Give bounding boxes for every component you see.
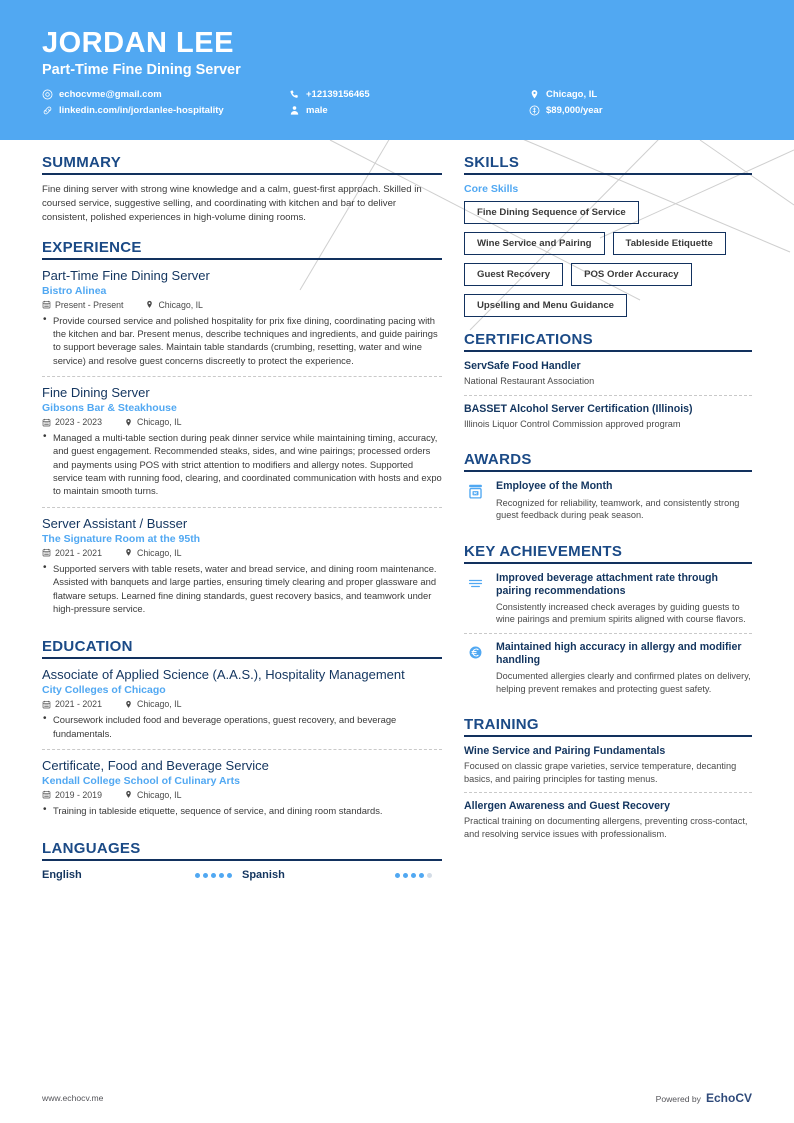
section-divider	[464, 562, 752, 564]
contact-gender-value: male	[306, 105, 328, 117]
entry-title: Fine Dining Server	[42, 385, 150, 401]
footer-powered-by	[656, 1091, 752, 1105]
award-entry	[464, 480, 752, 528]
powered-by-label: Powered by	[655, 1094, 701, 1104]
location-icon	[145, 300, 154, 309]
entry-location-value: Chicago, IL	[136, 789, 182, 800]
language-name: Spanish	[242, 869, 285, 882]
summary-text: Fine dining server with strong wine knowledge and a calm, guest-first approach. Skilled in coursed service, suggestive selling, and coordinating with kitchen and bar to deliver consistent, polished experiences in high-volume dining rooms.	[42, 184, 422, 223]
certification-title: BASSET Alcohol Server Certification (Illinois)	[464, 402, 693, 415]
contact-email-value: echocvme@gmail.com	[59, 89, 162, 101]
calendar-icon	[42, 418, 51, 427]
location-icon	[124, 790, 133, 799]
left-column	[42, 154, 442, 895]
certifications-heading: CERTIFICATIONS	[464, 331, 593, 349]
entry-location	[124, 699, 182, 709]
achievement-entry	[464, 572, 752, 634]
contact-linkedin-value: linkedin.com/in/jordanlee-hospitality	[59, 105, 224, 117]
calendar-icon	[42, 700, 51, 709]
section-key-achievements	[464, 543, 752, 703]
training-heading: TRAINING	[464, 716, 539, 734]
skills-subheading: Core Skills	[464, 183, 519, 195]
section-divider	[42, 859, 442, 861]
resume-body	[0, 140, 794, 895]
experience-entry	[42, 516, 442, 624]
page-title: JORDAN LEE	[42, 27, 234, 59]
section-summary	[42, 154, 442, 225]
section-awards	[464, 451, 752, 528]
entry-title: Server Assistant / Busser	[42, 515, 188, 531]
experience-entry	[42, 385, 442, 508]
certification-issuer: National Restaurant Association	[464, 376, 595, 387]
summary-heading: SUMMARY	[42, 154, 122, 171]
salary-icon	[529, 105, 540, 116]
entry-location-value: Chicago, IL	[136, 417, 182, 428]
section-divider	[464, 470, 752, 472]
location-icon	[529, 89, 540, 100]
entry-dates	[42, 300, 123, 310]
location-icon	[124, 548, 133, 557]
contact-gender	[289, 105, 529, 116]
entry-organization: The Signature Room at the 95th	[42, 532, 201, 545]
bullet-item: • Coursework included food and beverage operations, guest recovery, and beverage fundamentals.	[42, 713, 442, 740]
contact-salary-value: $89,000/year	[546, 105, 603, 117]
entry-dates-value: 2021 - 2021	[55, 547, 102, 558]
entry-dates-value: 2023 - 2023	[55, 417, 102, 428]
skill-tag: Fine Dining Sequence of Service	[464, 201, 639, 224]
entry-location-value: Chicago, IL	[158, 299, 203, 310]
email-icon	[42, 89, 53, 100]
broken-image-icon	[464, 480, 486, 500]
award-description: Recognized for reliability, teamwork, and consistently strong guest feedback during peak season.	[496, 497, 740, 521]
entry-location	[124, 417, 182, 427]
bullet-item: • Provide coursed service and polished hospitality for prix fixe dining, coordinating pacing with the kitchen and bar. Present menus, describe techniques and ingredients, and guide pairings to support beverage sales. Maintain table standards (crumbing, resetting, water and wine service) and resolve guest concerns discreetly to protect the experience.	[42, 314, 442, 367]
section-education	[42, 638, 442, 826]
entry-bullets	[42, 431, 442, 498]
achievement-title: Improved beverage attachment rate through pairing recommendations	[496, 571, 718, 597]
section-divider	[464, 735, 752, 737]
calendar-icon	[42, 300, 51, 309]
section-divider	[464, 350, 752, 352]
entry-bullets	[42, 713, 442, 740]
achievement-description: Documented allergies clearly and confirmed plates on delivery, helping prevent remakes and protecting guest safety.	[496, 671, 751, 694]
training-description: Focused on classic grape varieties, service temperature, decanting basics, and pairing principles for tasting menus.	[464, 761, 737, 784]
certification-issuer: Illinois Liquor Control Commission approved program	[464, 419, 681, 430]
entry-dates	[42, 417, 102, 427]
entry-organization: Bistro Alinea	[42, 284, 107, 297]
contact-email[interactable]	[42, 89, 289, 100]
contact-grid	[42, 89, 752, 116]
skills-heading: SKILLS	[464, 154, 520, 171]
skill-tag: Upselling and Menu Guidance	[464, 294, 627, 317]
training-entry	[464, 745, 752, 793]
entry-organization: Gibsons Bar & Steakhouse	[42, 402, 177, 415]
footer-website[interactable]: www.echocv.me	[42, 1093, 104, 1103]
calendar-icon	[42, 790, 51, 799]
calendar-icon	[42, 548, 51, 557]
language-item	[42, 869, 242, 881]
key-achievements-heading: KEY ACHIEVEMENTS	[464, 542, 623, 560]
person-icon	[289, 105, 300, 116]
entry-meta	[42, 417, 442, 427]
section-training	[464, 716, 752, 847]
certification-entry	[464, 403, 752, 438]
training-description: Practical training on documenting allergens, preventing cross-contact, and resolving service issues with professionalism.	[464, 816, 748, 839]
language-item	[242, 869, 442, 881]
phone-icon	[289, 89, 300, 100]
contact-location-value: Chicago, IL	[546, 89, 598, 101]
section-divider	[42, 657, 442, 659]
entry-bullets	[42, 314, 442, 367]
entry-location	[145, 300, 203, 310]
location-icon	[124, 700, 133, 709]
entry-title: Certificate, Food and Beverage Service	[42, 757, 269, 773]
entry-dates	[42, 790, 102, 800]
page-footer	[0, 1091, 794, 1123]
entry-meta	[42, 790, 442, 800]
entry-dates-value: 2019 - 2019	[55, 789, 102, 800]
contact-phone-value: +12139156465	[306, 89, 370, 101]
section-certifications	[464, 331, 752, 437]
contact-salary	[529, 105, 752, 116]
bullet-item: • Supported servers with table resets, water and bread service, and dining room maintenance. Assisted with banquets and large parties, ensuring timely clearing and proper glassware and flatware setups. Learned fine dining standards, guest recovery basics, and teamwork under high-pressure service.	[42, 562, 442, 615]
section-divider	[42, 173, 442, 175]
education-entry	[42, 667, 442, 750]
contact-linkedin[interactable]	[42, 105, 289, 116]
training-entry	[464, 800, 752, 847]
entry-meta	[42, 300, 442, 310]
contact-location	[529, 89, 752, 100]
entry-location	[124, 548, 182, 558]
language-name: English	[42, 869, 82, 882]
achievement-entry	[464, 641, 752, 702]
entry-location	[124, 790, 182, 800]
entry-dates-value: Present - Present	[55, 299, 124, 310]
skills-tag-list	[464, 201, 752, 317]
entry-bullets	[42, 804, 442, 817]
contact-phone[interactable]	[289, 89, 529, 100]
entry-dates	[42, 548, 102, 558]
certification-title: ServSafe Food Handler	[464, 360, 581, 373]
brand-name: EchoCV	[705, 1091, 752, 1105]
header-job-title: Part-Time Fine Dining Server	[42, 62, 241, 79]
language-rating	[395, 873, 432, 878]
link-icon	[42, 105, 53, 116]
entry-meta	[42, 699, 442, 709]
achievement-title: Maintained high accuracy in allergy and modifier handling	[496, 640, 742, 667]
skill-tag: Wine Service and Pairing	[464, 232, 605, 255]
right-column	[464, 154, 752, 895]
entry-dates	[42, 699, 102, 709]
section-skills	[464, 154, 752, 317]
section-divider	[42, 258, 442, 260]
awards-heading: AWARDS	[464, 451, 532, 469]
entry-bullets	[42, 562, 442, 615]
entry-organization: City Colleges of Chicago	[42, 684, 166, 697]
achievement-description: Consistently increased check averages by guiding guests to wine pairings and premium spirits aligned with course flavors.	[496, 601, 746, 625]
entry-organization: Kendall College School of Culinary Arts	[42, 774, 240, 787]
menu-lines-icon	[464, 572, 486, 592]
experience-entry	[42, 268, 442, 377]
bullet-item: • Managed a multi-table section during peak dinner service while maintaining timing, accuracy, and guest engagement. Recommended steaks, sides, and wine pairings; processed orders and payments using POS with strict attention to modifiers and allergy notes. Supported service team with running food, clearing, and coordinated communication with hosts and expo to maintain smooth turns.	[42, 431, 442, 498]
entry-title: Part-Time Fine Dining Server	[42, 267, 210, 283]
skill-tag: Tableside Etiquette	[613, 232, 726, 255]
languages-heading: LANGUAGES	[42, 840, 141, 858]
skill-tag: POS Order Accuracy	[571, 263, 692, 286]
skill-tag: Guest Recovery	[464, 263, 563, 286]
languages-grid	[42, 869, 442, 881]
entry-location-value: Chicago, IL	[136, 699, 182, 710]
euro-circle-icon	[464, 641, 486, 661]
education-entry	[42, 758, 442, 826]
section-languages	[42, 840, 442, 881]
education-heading: EDUCATION	[42, 638, 133, 656]
bullet-item: • Training in tableside etiquette, sequence of service, and dining room standards.	[42, 804, 442, 817]
training-title: Allergen Awareness and Guest Recovery	[464, 800, 671, 813]
resume-header	[0, 0, 794, 140]
experience-heading: EXPERIENCE	[42, 238, 142, 256]
location-icon	[124, 418, 133, 427]
entry-dates-value: 2021 - 2021	[55, 699, 102, 710]
training-title: Wine Service and Pairing Fundamentals	[464, 745, 666, 758]
entry-meta	[42, 548, 442, 558]
award-title: Employee of the Month	[496, 480, 613, 493]
section-divider	[464, 173, 752, 175]
section-experience	[42, 239, 442, 624]
entry-location-value: Chicago, IL	[136, 547, 182, 558]
entry-title: Associate of Applied Science (A.A.S.), Hospitality Management	[42, 667, 405, 683]
language-rating	[195, 873, 232, 878]
certification-entry	[464, 360, 752, 396]
